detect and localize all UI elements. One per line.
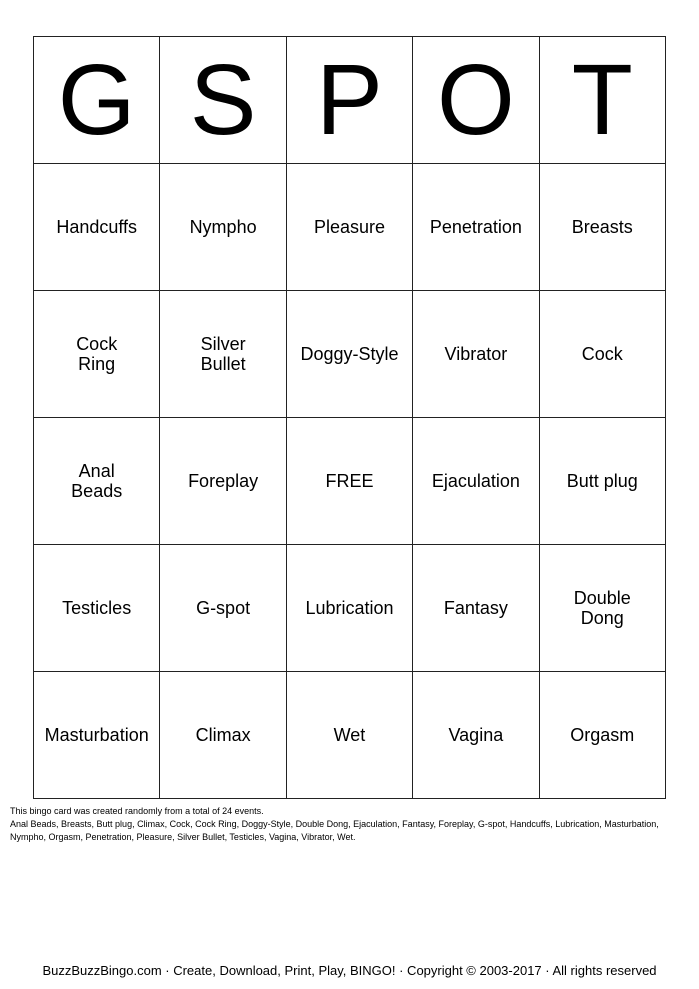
bingo-cell [413,672,539,799]
bingo-cell [34,164,160,291]
bingo-cell-label: Nympho [189,217,257,237]
bingo-cell [34,545,160,672]
bingo-cell [34,291,160,418]
bingo-cell [413,291,539,418]
bingo-cell [286,291,412,418]
bingo-cell [539,672,665,799]
bingo-cell-label: Cock [581,344,623,364]
card-info-event-list: Anal Beads, Breasts, Butt plug, Climax, Cock, Cock Ring, Doggy-Style, Double Dong, Ejaculation, Fantasy, Foreplay, G-spot, Handcuffs, Lubrication, Masturbation, Nympho, Orgasm, Penetration, Pleasure, Silver Bullet, Testicles, Vagina, Vibrator, Wet. [10,819,659,842]
bingo-cell-label: Anal Beads [71,461,123,501]
bingo-row [34,164,666,291]
bingo-cell-label: Double Dong [573,588,631,628]
header-letter: O [413,37,539,164]
bingo-cell [34,418,160,545]
bingo-cell-label: Vibrator [444,344,508,364]
bingo-cell-label: Lubrication [305,598,394,618]
bingo-cell [539,164,665,291]
bingo-cell-label: Climax [195,725,251,745]
bingo-cell-label: Penetration [429,217,522,237]
bingo-row [34,291,666,418]
bingo-cell [539,545,665,672]
bingo-cell [413,418,539,545]
bingo-cell-label: Foreplay [188,471,259,491]
bingo-cell-label: Silver Bullet [200,334,246,374]
bingo-cell-label: Doggy-Style [300,344,399,364]
header-letter: S [160,37,286,164]
bingo-cell [413,545,539,672]
bingo-cell [413,164,539,291]
bingo-free-cell [286,418,412,545]
bingo-cell [160,545,286,672]
bingo-row [34,672,666,799]
bingo-cell [539,418,665,545]
header-letter: T [539,37,665,164]
bingo-cell-label: Handcuffs [56,217,138,237]
bingo-cell-label: Fantasy [443,598,508,618]
bingo-cell [286,164,412,291]
bingo-cell-label: Cock Ring [76,334,118,374]
bingo-header-row [34,37,666,164]
bingo-cell [160,672,286,799]
bingo-cell-label: G-spot [196,598,251,618]
card-info-summary: This bingo card was created randomly from a total of 24 events. [10,806,264,816]
bingo-cell-label: FREE [325,471,374,491]
bingo-cell [34,672,160,799]
bingo-cell-label: Orgasm [570,725,635,745]
bingo-cell-label: Ejaculation [431,471,520,491]
bingo-cell-label: Butt plug [566,471,638,491]
bingo-cell-label: Breasts [571,217,633,237]
bingo-cell [539,291,665,418]
header-letter: P [286,37,412,164]
bingo-cell-label: Vagina [448,725,504,745]
bingo-cell [286,672,412,799]
bingo-row [34,545,666,672]
bingo-cell-label: Wet [333,725,366,745]
header-letter: G [34,37,160,164]
bingo-cell [160,291,286,418]
bingo-card [33,36,666,799]
bingo-cell [160,418,286,545]
bingo-cell-label: Pleasure [313,217,385,237]
bingo-cell-label: Masturbation [44,725,149,745]
card-info [10,805,695,844]
page-footer: BuzzBuzzBingo.com · Create, Download, Print, Play, BINGO! · Copyright © 2003-2017 · All rights reserved [42,963,657,978]
bingo-cell [286,545,412,672]
bingo-row [34,418,666,545]
bingo-cell-label: Testicles [62,598,132,618]
bingo-cell [160,164,286,291]
